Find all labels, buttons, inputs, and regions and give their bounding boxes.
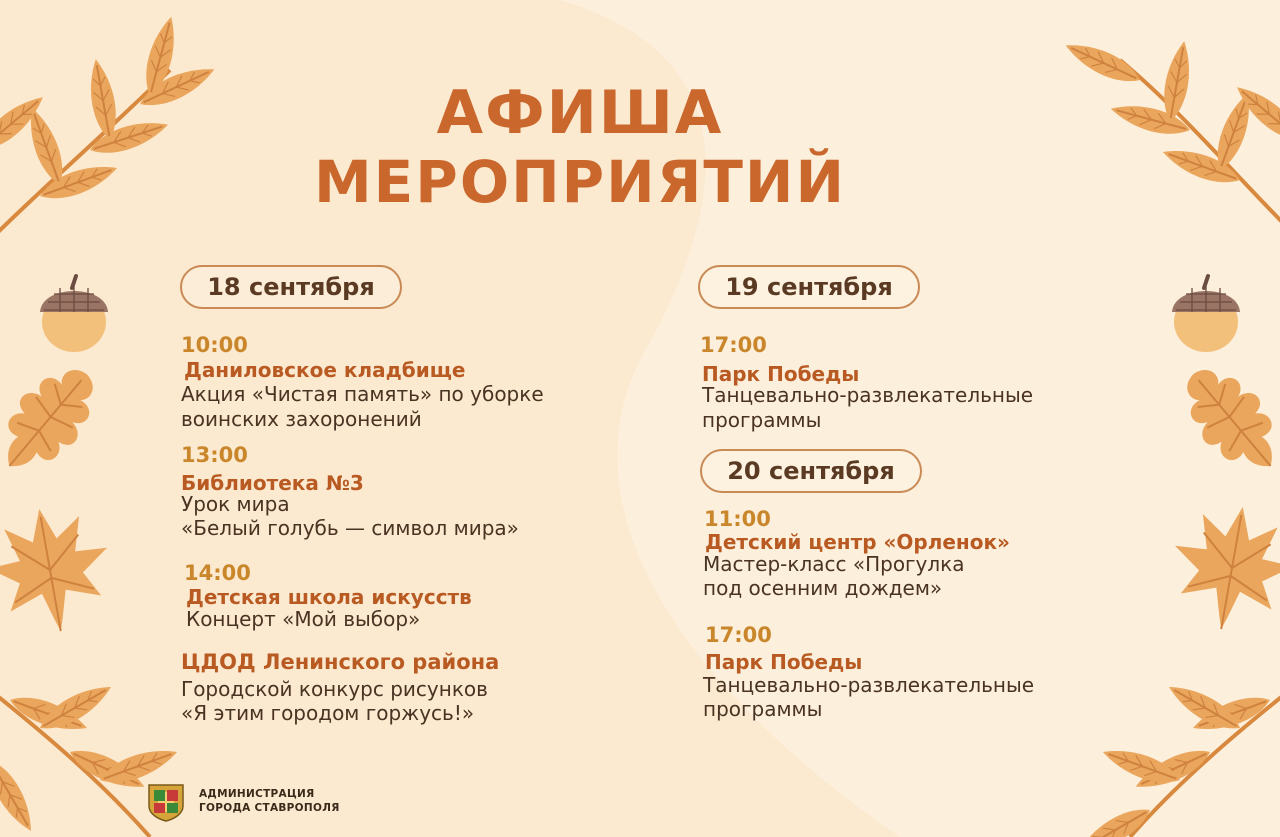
- event-desc: программы: [703, 697, 823, 721]
- date-pill-sep19: 19 сентября: [698, 265, 920, 309]
- event-desc: Концерт «Мой выбор»: [186, 607, 421, 631]
- event-time: 10:00: [181, 333, 248, 357]
- organization-name: АДМИНИСТРАЦИЯ ГОРОДА СТАВРОПОЛЯ: [199, 788, 340, 814]
- event-desc: Урок мира: [181, 492, 290, 516]
- event-desc: Танцевально-развлекательные: [702, 383, 1034, 407]
- event-place: Детская школа искусств: [186, 585, 472, 609]
- event-place: Библиотека №3: [181, 471, 364, 495]
- date-pill-sep18: 18 сентября: [180, 265, 402, 309]
- event-time: 17:00: [700, 333, 767, 357]
- date-pill-sep20: 20 сентября: [700, 449, 922, 493]
- event-desc: «Белый голубь — символ мира»: [181, 516, 519, 540]
- event-desc: под осенним дождем»: [703, 576, 943, 600]
- event-place: ЦДОД Ленинского района: [181, 650, 500, 674]
- event-desc: воинских захоронений: [181, 407, 422, 431]
- event-time: 13:00: [181, 443, 248, 467]
- event-place: Парк Победы: [702, 362, 860, 386]
- event-time: 14:00: [184, 561, 251, 585]
- event-desc: Городской конкурс рисунков: [181, 677, 488, 701]
- event-time: 17:00: [705, 623, 772, 647]
- event-desc: Акция «Чистая память» по уборке: [181, 382, 544, 406]
- event-desc: «Я этим городом горжусь!»: [181, 701, 475, 725]
- event-place: Даниловское кладбище: [184, 358, 466, 382]
- event-desc: Мастер-класс «Прогулка: [703, 552, 965, 576]
- event-time: 11:00: [704, 507, 771, 531]
- acorn-icon: [40, 276, 108, 352]
- event-place: Парк Победы: [705, 650, 863, 674]
- oak-leaf-icon: [0, 352, 113, 488]
- maple-leaf-icon: [0, 499, 120, 642]
- event-desc: программы: [702, 408, 822, 432]
- page-title-line2: МЕРОПРИЯТИЙ: [313, 148, 847, 216]
- event-place: Детский центр «Орленок»: [705, 530, 1010, 554]
- page-title-line1: АФИША: [436, 78, 724, 148]
- event-desc: Танцевально-развлекательные: [703, 673, 1035, 697]
- city-coat-of-arms-logo: [146, 782, 186, 822]
